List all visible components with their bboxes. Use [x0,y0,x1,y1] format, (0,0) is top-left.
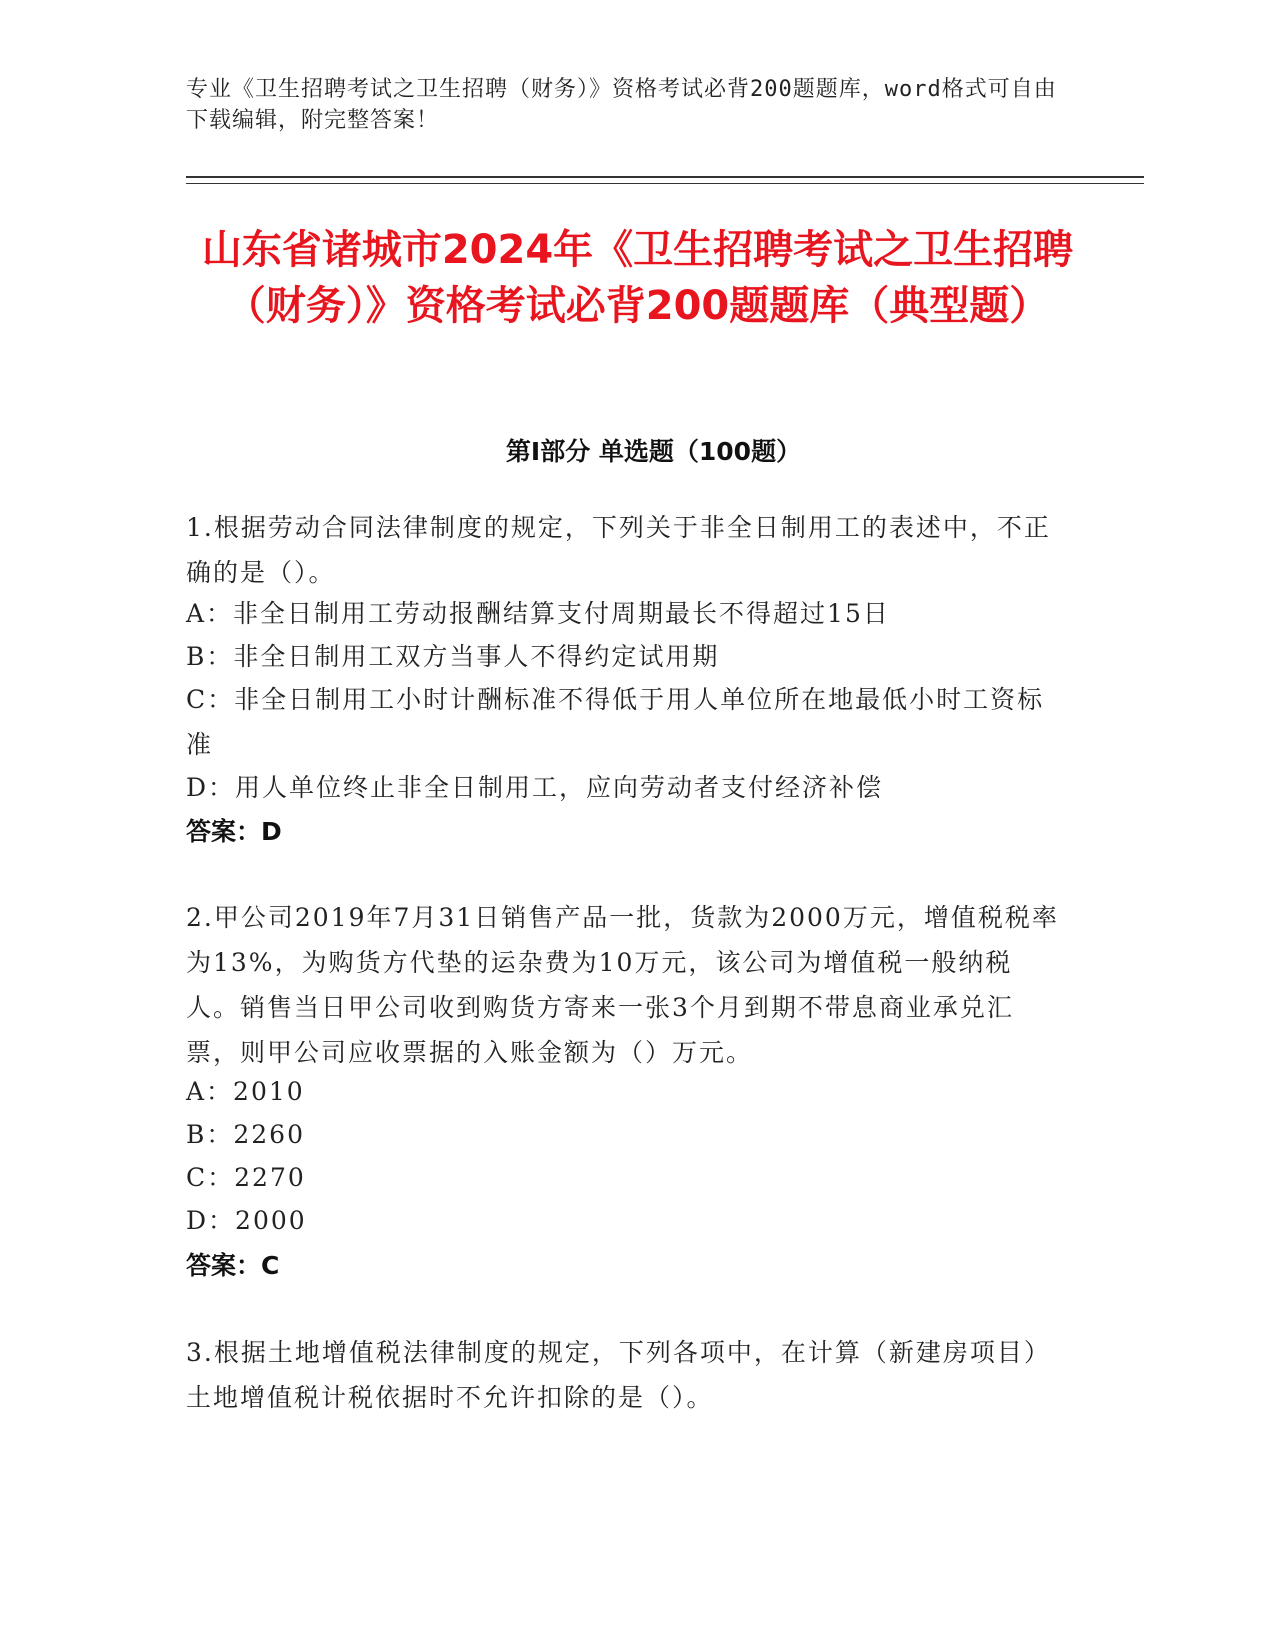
option-a: A：2010 [186,1077,305,1106]
option-c: C：非全日制用工小时计酬标准不得低于用人单位所在地最低小时工资标准 [186,685,1045,759]
option-b: B：非全日制用工双方当事人不得约定试用期 [186,642,720,671]
header-note: 专业《卫生招聘考试之卫生招聘（财务）》资格考试必背200题题库，word格式可自由下载编辑，附完整答案！ [186,77,1057,133]
question-text: 3.根据土地增值税法律制度的规定，下列各项中，在计算（新建房项目）土地增值税计税依据时不允许扣除的是（）。 [186,1338,1051,1412]
option-c: C：2270 [186,1163,306,1192]
header-divider [186,176,1144,178]
section-heading: 第I部分 单选题（100题） [505,437,802,466]
option-a: A：非全日制用工劳动报酬结算支付周期最长不得超过15日 [186,599,890,628]
question-text: 2.甲公司2019年7月31日销售产品一批，货款为2000万元，增值税税率为13%，为购货方代垫的运杂费为10万元，该公司为增值税一般纳税人。销售当日甲公司收到购货方寄来一张3个月到期不带息商业承兑汇票，则甲公司应收票据的入账金额为（）万元。 [186,903,1059,1067]
answer: 答案：C [186,1251,280,1280]
question-text: 1.根据劳动合同法律制度的规定，下列关于非全日制用工的表述中，不正确的是（）。 [186,513,1051,587]
header-divider-thin [186,183,1144,184]
option-d: D：用人单位终止非全日制用工，应向劳动者支付经济补偿 [186,773,884,802]
document-title: 山东省诸城市2024年《卫生招聘考试之卫生招聘（财务）》资格考试必背200题题库（典型题） [201,227,1074,329]
option-b: B：2260 [186,1120,305,1149]
option-d: D：2000 [186,1206,307,1235]
answer: 答案：D [186,817,282,846]
